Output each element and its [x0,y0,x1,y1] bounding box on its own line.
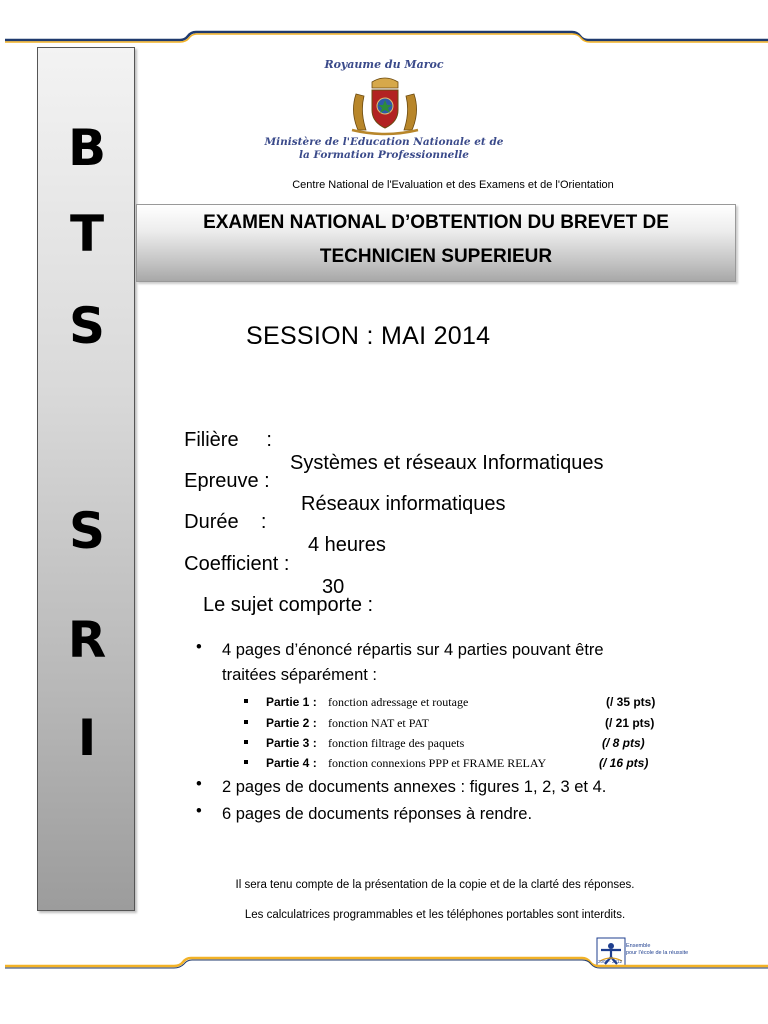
duree-value: 4 heures [308,534,386,556]
slogan-years: 2009 - 2012 [598,959,623,964]
center-name: Centre National de l'Evaluation et des Examens et de l'Orientation [292,179,614,191]
filiere-label: Filière : [184,429,272,451]
coefficient-row [173,530,345,599]
part-points: (/ 16 pts) [599,756,649,770]
royal-crest-icon [342,72,428,136]
square-bullet-icon [244,760,248,764]
ministry-name [264,136,504,162]
session-heading: SESSION : MAI 2014 [246,322,491,350]
bullet-3-text: 6 pages de documents réponses à rendre. [222,805,533,823]
ministry-line-2: la Formation Professionnelle [299,149,469,161]
bullet-dot: • [196,802,202,820]
part-label: Partie 4 : [266,756,317,770]
side-letter-s2: S [68,502,105,560]
side-band [37,47,135,911]
part-label: Partie 2 : [266,716,317,730]
coefficient-value: 30 [322,576,345,598]
presentation-note: Il sera tenu compte de la présentation de la copie et de la clarté des réponses. [235,879,635,891]
part-points: (/ 21 pts) [605,716,655,730]
part-description: fonction filtrage des paquets [328,736,465,750]
side-letter-t: T [69,205,105,263]
exam-title-line-1: EXAMEN NATIONAL D’OBTENTION DU BREVET DE [203,212,669,233]
side-letter-i: I [77,709,97,767]
ministry-logo [264,58,504,166]
side-letter-r: R [67,611,107,669]
kingdom-label: Royaume du Maroc [324,58,444,71]
epreuve-value: Réseaux informatiques [301,493,506,515]
part-description: fonction NAT et PAT [328,716,430,730]
exam-title-box [136,204,736,282]
coefficient-label: Coefficient : [184,553,290,575]
part-label: Partie 3 : [266,736,317,750]
part-description: fonction connexions PPP et FRAME RELAY [328,756,547,770]
sujet-heading: Le sujet comporte : [203,594,374,616]
bullet-2-text: 2 pages de documents annexes : figures 1, 2, 3 et 4. [222,778,607,796]
filiere-value: Systèmes et réseaux Informatiques [290,452,604,474]
side-letter-s: S [68,297,105,355]
part-label: Partie 1 : [266,695,317,709]
square-bullet-icon [244,740,248,744]
bullet-dot: • [196,775,202,793]
part-description: fonction adressage et routage [328,695,469,709]
part-points: (/ 8 pts) [602,736,645,750]
top-rule [0,26,768,46]
exam-title-line-2: TECHNICIEN SUPERIEUR [319,246,553,267]
bullet-dot: • [196,638,202,656]
bullet-1-line-1: 4 pages d’énoncé répartis sur 4 parties pouvant être [222,641,604,659]
bullet-1-line-2: traitées séparément : [222,666,377,684]
square-bullet-icon [244,699,248,703]
ministry-line-1: Ministère de l'Education Nationale et de [264,136,504,148]
bottom-rule [0,950,768,970]
epreuve-label: Epreuve : [184,470,270,492]
calculator-note: Les calculatrices programmables et les téléphones portables sont interdits. [244,909,626,921]
slogan-line-2: pour l'école de la réussite [626,950,689,956]
square-bullet-icon [244,720,248,724]
duree-label: Durée : [184,511,267,533]
side-letter-b: B [67,119,107,177]
part-points: (/ 35 pts) [606,695,656,709]
slogan-line-1: Ensemble [626,943,651,949]
